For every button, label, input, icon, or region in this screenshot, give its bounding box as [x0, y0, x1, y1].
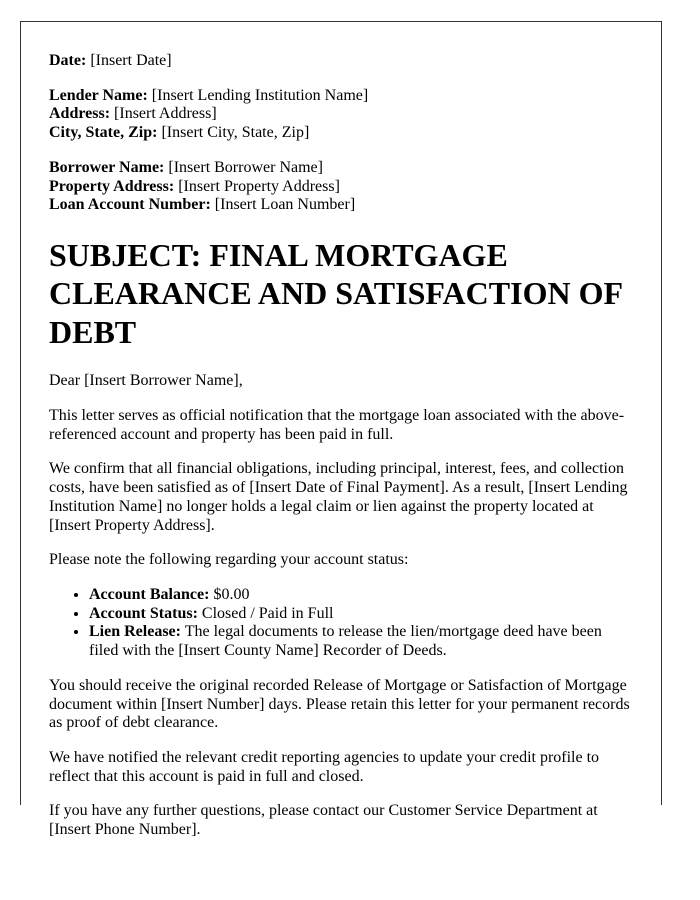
lender-name-label: Lender Name:: [49, 86, 148, 104]
account-status-label: Account Status:: [89, 604, 198, 622]
account-status-list: [49, 586, 633, 661]
lender-city-label: City, State, Zip:: [49, 124, 158, 142]
list-item-account-balance: [89, 586, 633, 605]
lender-block: [49, 87, 633, 143]
property-address-label: Property Address:: [49, 177, 175, 195]
borrower-name-value: [Insert Borrower Name]: [168, 158, 323, 176]
account-status-value: Closed / Paid in Full: [201, 604, 334, 622]
date-label: Date:: [49, 52, 87, 69]
salutation: Dear [Insert Borrower Name],: [49, 372, 243, 390]
date-value: [Insert Date]: [90, 52, 172, 69]
subject-heading: SUBJECT: FINAL MORTGAGE CLEARANCE AND SATISFACTION OF DEBT: [49, 237, 622, 350]
paragraph-account-status-intro: Please note the following regarding your account status:: [49, 551, 409, 569]
lien-release-value: The legal documents to release the lien/mortgage deed have been filed with the [Insert County Name] Recorder of Deeds.: [89, 623, 602, 660]
account-balance-label: Account Balance:: [89, 585, 210, 603]
paragraph-contact: If you have any further questions, please contact our Customer Service Department at [Insert Phone Number].: [49, 802, 598, 839]
paragraph-confirmation: We confirm that all financial obligations, including principal, interest, fees, and collection costs, have been satisfied as of [Insert Date of Final Payment]. As a result, [Insert Lending Institution Name] no longer holds a legal claim or lien against the property located at [Insert Property Address].: [49, 460, 628, 534]
account-balance-value: $0.00: [213, 585, 250, 603]
paragraph-credit-agencies: We have notified the relevant credit reporting agencies to update your credit profile to reflect that this account is paid in full and closed.: [49, 748, 600, 785]
lender-address-value: [Insert Address]: [114, 105, 217, 123]
lender-name-value: [Insert Lending Institution Name]: [151, 86, 369, 104]
lender-city-value: [Insert City, State, Zip]: [161, 124, 310, 142]
loan-account-value: [Insert Loan Number]: [214, 196, 356, 214]
paragraph-release-document: You should receive the original recorded Release of Mortgage or Satisfaction of Mortgage document within [Insert Number] days. Please retain this letter for your permanent records as proof of debt clearance.: [49, 676, 630, 732]
lien-release-label: Lien Release:: [89, 623, 181, 641]
list-item-account-status: [89, 605, 633, 624]
borrower-name-label: Borrower Name:: [49, 158, 165, 176]
lender-address-label: Address:: [49, 105, 111, 123]
borrower-block: [49, 159, 633, 215]
paragraph-notification: This letter serves as official notification that the mortgage loan associated with the above-referenced account and property has been paid in full.: [49, 406, 625, 443]
date-line: [49, 52, 633, 71]
list-item-lien-release: [89, 623, 633, 660]
loan-account-label: Loan Account Number:: [49, 196, 211, 214]
property-address-value: [Insert Property Address]: [178, 177, 340, 195]
letter-document: [20, 21, 662, 839]
